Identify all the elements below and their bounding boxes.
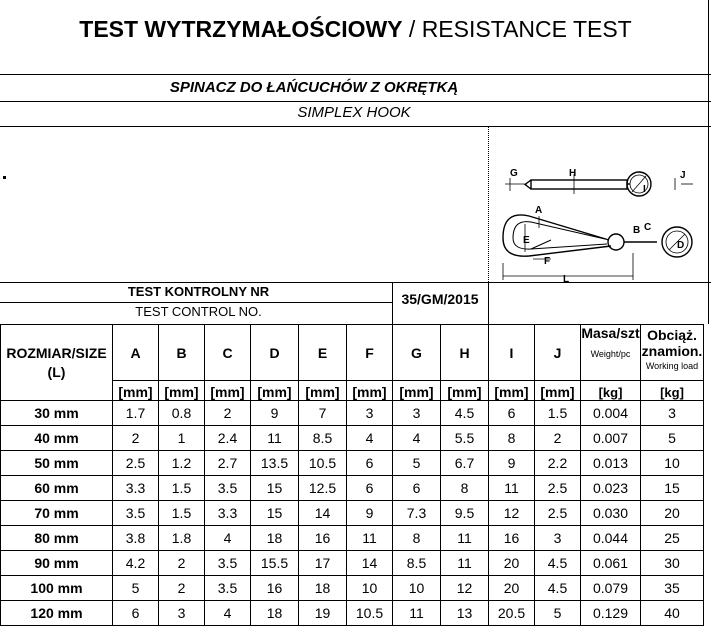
hook-technical-drawing (489, 128, 709, 286)
value-cell: 5 (113, 576, 159, 601)
value-cell: 3 (159, 601, 205, 626)
value-cell: 2.2 (535, 451, 581, 476)
value-cell: 16 (489, 526, 535, 551)
value-cell: 18 (251, 526, 299, 551)
label-g: G (510, 168, 518, 179)
unit-cell: [mm] (393, 381, 441, 401)
size-cell: 40 mm (1, 426, 113, 451)
value-cell: 2 (159, 551, 205, 576)
mass-cell: 0.129 (581, 601, 641, 626)
value-cell: 3.5 (205, 551, 251, 576)
value-cell: 10.5 (299, 451, 347, 476)
table-body (1, 401, 704, 626)
load-cell: 25 (641, 526, 704, 551)
table-row (1, 501, 704, 526)
size-header: ROZMIAR/SIZE (L) (1, 325, 113, 401)
load-cell: 5 (641, 426, 704, 451)
value-cell: 3 (347, 401, 393, 426)
label-h: H (569, 168, 577, 179)
load-cell: 30 (641, 551, 704, 576)
col-header-f: F (347, 325, 393, 381)
mass-cell: 0.004 (581, 401, 641, 426)
table-row (1, 551, 704, 576)
col-header-e: E (299, 325, 347, 381)
value-cell: 18 (299, 576, 347, 601)
value-cell: 3 (393, 401, 441, 426)
value-cell: 11 (441, 526, 489, 551)
table-row (1, 576, 704, 601)
unit-cell: [mm] (159, 381, 205, 401)
value-cell: 8 (489, 426, 535, 451)
product-name-en: SIMPLEX HOOK (297, 104, 411, 121)
value-cell: 19 (299, 601, 347, 626)
value-cell: 1.5 (159, 501, 205, 526)
value-cell: 1.5 (159, 476, 205, 501)
value-cell: 15 (251, 501, 299, 526)
value-cell: 12.5 (299, 476, 347, 501)
grid-line (0, 302, 392, 303)
value-cell: 8 (441, 476, 489, 501)
value-cell: 9.5 (441, 501, 489, 526)
value-cell: 6 (347, 476, 393, 501)
value-cell: 5 (393, 451, 441, 476)
value-cell: 3.5 (205, 576, 251, 601)
value-cell: 12 (441, 576, 489, 601)
unit-cell: [mm] (535, 381, 581, 401)
value-cell: 14 (347, 551, 393, 576)
value-cell: 12 (489, 501, 535, 526)
col-header-a: A (113, 325, 159, 381)
size-cell: 30 mm (1, 401, 113, 426)
value-cell: 1.2 (159, 451, 205, 476)
size-cell: 60 mm (1, 476, 113, 501)
value-cell: 5.5 (441, 426, 489, 451)
value-cell: 11 (393, 601, 441, 626)
value-cell: 11 (251, 426, 299, 451)
value-cell: 14 (299, 501, 347, 526)
mass-cell: 0.007 (581, 426, 641, 451)
value-cell: 2.5 (113, 451, 159, 476)
value-cell: 11 (347, 526, 393, 551)
table-row (1, 451, 704, 476)
value-cell: 10 (393, 576, 441, 601)
value-cell: 2.7 (205, 451, 251, 476)
value-cell: 8.5 (299, 426, 347, 451)
value-cell: 4 (205, 526, 251, 551)
value-cell: 3.5 (113, 501, 159, 526)
load-cell: 3 (641, 401, 704, 426)
value-cell: 3.3 (113, 476, 159, 501)
load-cell: 15 (641, 476, 704, 501)
value-cell: 3.8 (113, 526, 159, 551)
label-a: A (535, 205, 543, 216)
load-unit: [kg] (641, 381, 704, 401)
col-header-b: B (159, 325, 205, 381)
label-i: I (643, 184, 646, 195)
value-cell: 6 (489, 401, 535, 426)
value-cell: 20.5 (489, 601, 535, 626)
header-row (1, 325, 704, 381)
value-cell: 8 (393, 526, 441, 551)
value-cell: 16 (299, 526, 347, 551)
unit-cell: [mm] (205, 381, 251, 401)
mass-cell: 0.030 (581, 501, 641, 526)
grid-line (0, 101, 711, 102)
col-header-d: D (251, 325, 299, 381)
col-header-c: C (205, 325, 251, 381)
cell-marker (3, 176, 6, 179)
label-c: C (644, 222, 652, 233)
load-cell: 20 (641, 501, 704, 526)
value-cell: 5 (535, 601, 581, 626)
page-title: TEST WYTRZYMAŁOŚCIOWY / RESISTANCE TEST (79, 16, 632, 42)
mass-header: Masa/szt Weight/pc (581, 325, 641, 381)
mass-cell: 0.079 (581, 576, 641, 601)
table-row (1, 476, 704, 501)
mass-unit: [kg] (581, 381, 641, 401)
value-cell: 4 (205, 601, 251, 626)
label-l: L (563, 274, 570, 285)
unit-cell: [mm] (347, 381, 393, 401)
value-cell: 2.5 (535, 476, 581, 501)
value-cell: 7 (299, 401, 347, 426)
hook-front-view (503, 215, 692, 257)
product-name-pl: SPINACZ DO ŁAŃCUCHÓW Z OKRĘTKĄ (169, 79, 459, 96)
load-cell: 35 (641, 576, 704, 601)
value-cell: 10 (347, 576, 393, 601)
value-cell: 17 (299, 551, 347, 576)
value-cell: 3 (535, 526, 581, 551)
mass-cell: 0.044 (581, 526, 641, 551)
value-cell: 6 (347, 451, 393, 476)
table-row (1, 526, 704, 551)
value-cell: 6 (113, 601, 159, 626)
control-label-en: TEST CONTROL NO. (135, 304, 262, 319)
value-cell: 15 (251, 476, 299, 501)
control-number: 35/GM/2015 (401, 291, 479, 307)
value-cell: 1.5 (535, 401, 581, 426)
value-cell: 4 (393, 426, 441, 451)
value-cell: 20 (489, 551, 535, 576)
control-label-pl: TEST KONTROLNY NR (127, 284, 270, 299)
load-cell: 10 (641, 451, 704, 476)
value-cell: 11 (441, 551, 489, 576)
table-row (1, 426, 704, 451)
col-header-j: J (535, 325, 581, 381)
value-cell: 16 (251, 576, 299, 601)
size-cell: 70 mm (1, 501, 113, 526)
label-f: F (544, 256, 551, 267)
mass-cell: 0.061 (581, 551, 641, 576)
value-cell: 2 (205, 401, 251, 426)
value-cell: 20 (489, 576, 535, 601)
grid-line (0, 74, 711, 75)
value-cell: 13.5 (251, 451, 299, 476)
table-row (1, 601, 704, 626)
value-cell: 8.5 (393, 551, 441, 576)
col-header-g: G (393, 325, 441, 381)
table-row (1, 401, 704, 426)
value-cell: 6.7 (441, 451, 489, 476)
value-cell: 7.3 (393, 501, 441, 526)
load-header: Obciąż. znamion. Working load (641, 325, 704, 381)
value-cell: 10.5 (347, 601, 393, 626)
unit-cell: [mm] (251, 381, 299, 401)
value-cell: 4 (347, 426, 393, 451)
col-header-h: H (441, 325, 489, 381)
load-cell: 40 (641, 601, 704, 626)
size-cell: 90 mm (1, 551, 113, 576)
value-cell: 18 (251, 601, 299, 626)
value-cell: 9 (251, 401, 299, 426)
value-cell: 2 (535, 426, 581, 451)
size-cell: 100 mm (1, 576, 113, 601)
value-cell: 3.3 (205, 501, 251, 526)
unit-cell: [mm] (113, 381, 159, 401)
label-b: B (633, 225, 641, 236)
unit-cell: [mm] (489, 381, 535, 401)
dimensions-table (0, 324, 704, 626)
value-cell: 4.5 (535, 551, 581, 576)
size-cell: 120 mm (1, 601, 113, 626)
unit-cell: [mm] (441, 381, 489, 401)
value-cell: 4.5 (441, 401, 489, 426)
value-cell: 0.8 (159, 401, 205, 426)
size-cell: 80 mm (1, 526, 113, 551)
value-cell: 1.7 (113, 401, 159, 426)
value-cell: 3.5 (205, 476, 251, 501)
grid-line (0, 126, 711, 127)
size-cell: 50 mm (1, 451, 113, 476)
value-cell: 9 (489, 451, 535, 476)
label-d: D (677, 240, 685, 251)
hook-side-view (525, 172, 651, 196)
value-cell: 13 (441, 601, 489, 626)
value-cell: 1.8 (159, 526, 205, 551)
value-cell: 4.2 (113, 551, 159, 576)
mass-cell: 0.023 (581, 476, 641, 501)
value-cell: 2.5 (535, 501, 581, 526)
value-cell: 1 (159, 426, 205, 451)
value-cell: 6 (393, 476, 441, 501)
value-cell: 2.4 (205, 426, 251, 451)
label-e: E (523, 235, 530, 246)
value-cell: 9 (347, 501, 393, 526)
grid-line (488, 282, 489, 324)
value-cell: 2 (159, 576, 205, 601)
value-cell: 11 (489, 476, 535, 501)
label-j: J (680, 170, 686, 181)
value-cell: 15.5 (251, 551, 299, 576)
value-cell: 2 (113, 426, 159, 451)
col-header-i: I (489, 325, 535, 381)
unit-cell: [mm] (299, 381, 347, 401)
mass-cell: 0.013 (581, 451, 641, 476)
value-cell: 4.5 (535, 576, 581, 601)
